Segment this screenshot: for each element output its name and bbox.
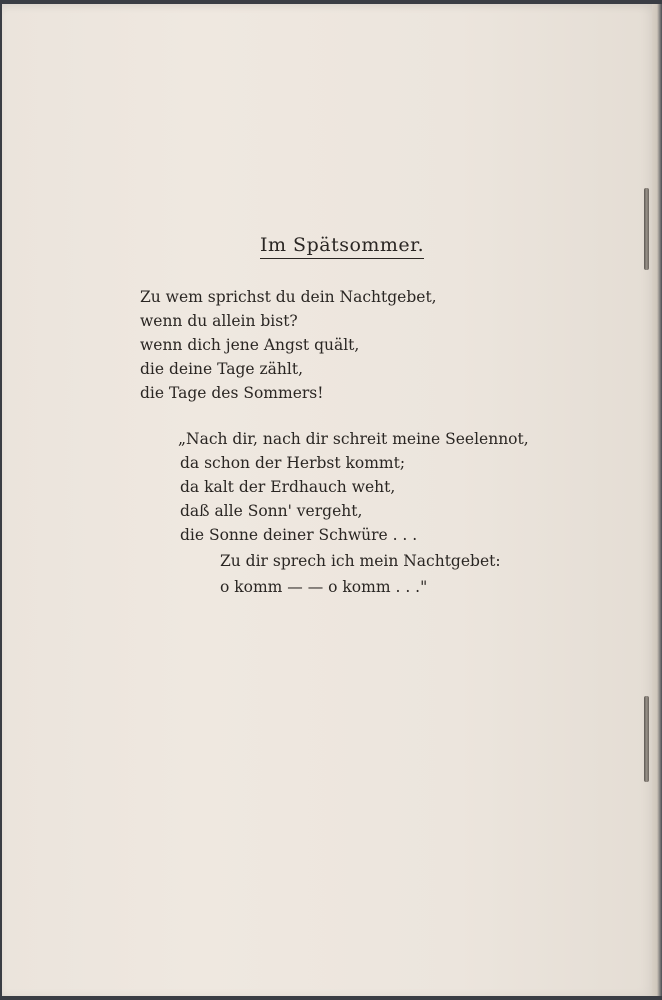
poem-line: da kalt der Erdhauch weht, bbox=[180, 478, 396, 496]
page-edge bbox=[652, 4, 662, 996]
poem-title: Im Spätsommer. bbox=[260, 234, 424, 259]
staple bbox=[644, 696, 649, 782]
staple bbox=[644, 188, 649, 270]
poem-line: daß alle Sonn' vergeht, bbox=[180, 502, 363, 520]
poem-line: Zu wem sprichst du dein Nachtgebet, bbox=[140, 288, 437, 306]
poem-line: die deine Tage zählt, bbox=[140, 360, 304, 378]
poem-line: „Nach dir, nach dir schreit meine Seelennot, bbox=[178, 430, 529, 448]
poem-line: o komm — — o komm . . ." bbox=[220, 578, 428, 596]
poem-line: die Tage des Sommers! bbox=[140, 384, 324, 402]
poem-line: da schon der Herbst kommt; bbox=[180, 454, 406, 472]
poem-line: die Sonne deiner Schwüre . . . bbox=[180, 526, 418, 544]
poem-line: wenn dich jene Angst quält, bbox=[140, 336, 360, 354]
poem-line: Zu dir sprech ich mein Nachtgebet: bbox=[220, 552, 501, 570]
poem-line: wenn du allein bist? bbox=[140, 312, 298, 330]
book-page bbox=[2, 4, 654, 996]
